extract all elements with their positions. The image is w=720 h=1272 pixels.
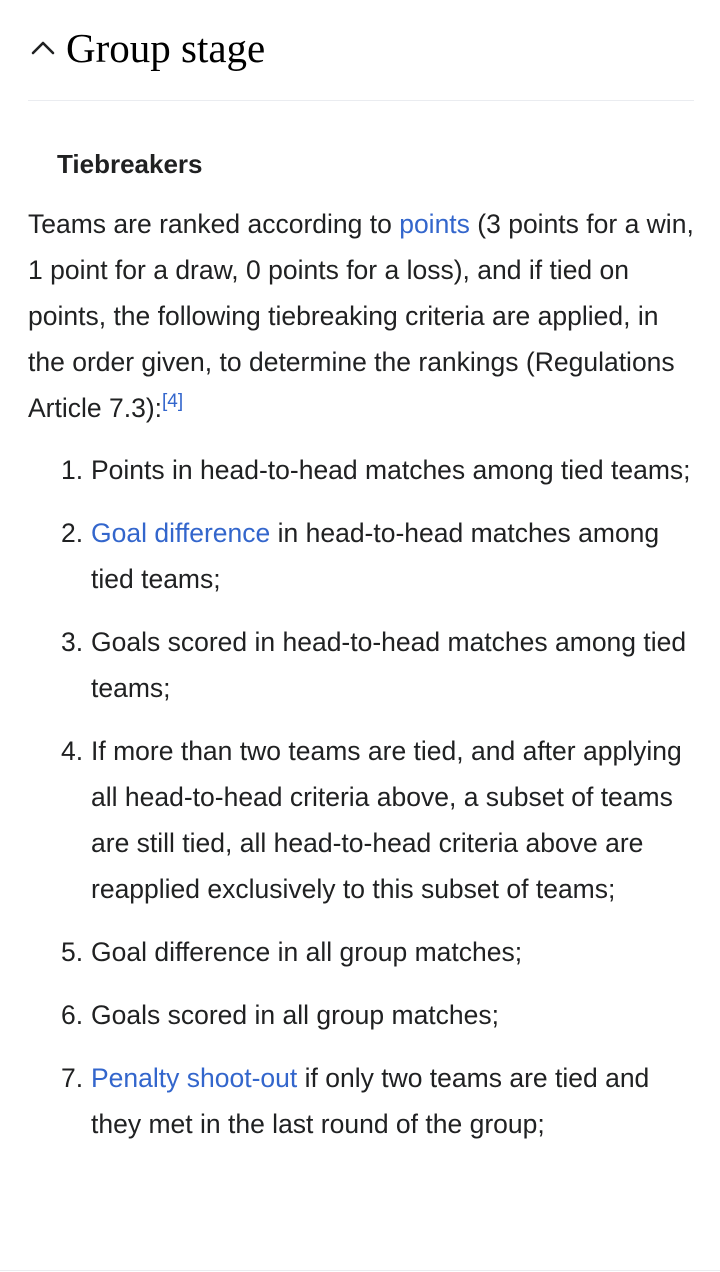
intro-text-rest: (3 points for a win, 1 point for a draw, 0 points for a loss), and if tied on points, the following tiebreaking criteria are applied, in the order given, to determine the rankings (Regulations Article 7.3): bbox=[28, 209, 694, 423]
tiebreaker-criteria-list bbox=[61, 447, 694, 1164]
list-item-text: Goal difference in all group matches; bbox=[91, 937, 523, 967]
list-item-text: If more than two teams are tied, and after applying all head-to-head criteria above, a subset of teams are still tied, all head-to-head criteria above are reapplied exclusively to this subset of teams; bbox=[91, 736, 682, 904]
list-item-text: Points in head-to-head matches among tied teams; bbox=[91, 455, 691, 485]
list-item-number: 3. bbox=[61, 627, 84, 657]
list-item-number: 1. bbox=[61, 455, 84, 485]
section-divider bbox=[28, 100, 694, 101]
penalty-shoot-out-link[interactable]: Penalty shoot-out bbox=[91, 1063, 298, 1093]
list-item-number: 4. bbox=[61, 736, 84, 766]
bottom-divider bbox=[0, 1270, 720, 1271]
intro-text-start: Teams are ranked according to bbox=[28, 209, 400, 239]
list-item-text: if only two teams are tied and they met in the last round of the group; bbox=[91, 1063, 650, 1139]
list-item-text: Goals scored in all group matches; bbox=[91, 1000, 500, 1030]
list-item-text: in head-to-head matches among tied teams; bbox=[91, 518, 660, 594]
list-item bbox=[61, 992, 694, 1038]
list-item-number: 6. bbox=[61, 1000, 84, 1030]
section-header-group-stage[interactable] bbox=[28, 20, 694, 76]
reference-link[interactable]: [4] bbox=[162, 391, 184, 413]
list-item bbox=[61, 929, 694, 975]
list-item bbox=[61, 510, 694, 602]
list-item bbox=[61, 728, 694, 912]
subsection-title: Tiebreakers bbox=[57, 149, 203, 179]
list-item-number: 2. bbox=[61, 518, 84, 548]
chevron-up-icon[interactable] bbox=[28, 33, 58, 63]
list-item bbox=[61, 447, 694, 493]
intro-paragraph bbox=[28, 201, 694, 431]
list-item-number: 5. bbox=[61, 937, 84, 967]
list-item bbox=[61, 619, 694, 711]
section-title: Group stage bbox=[66, 25, 266, 71]
goal-difference-link[interactable]: Goal difference bbox=[91, 518, 271, 548]
list-item-number: 7. bbox=[61, 1063, 84, 1093]
list-item bbox=[61, 1055, 694, 1147]
points-link[interactable]: points bbox=[399, 209, 470, 239]
list-item-text: Goals scored in head-to-head matches among tied teams; bbox=[91, 627, 687, 703]
